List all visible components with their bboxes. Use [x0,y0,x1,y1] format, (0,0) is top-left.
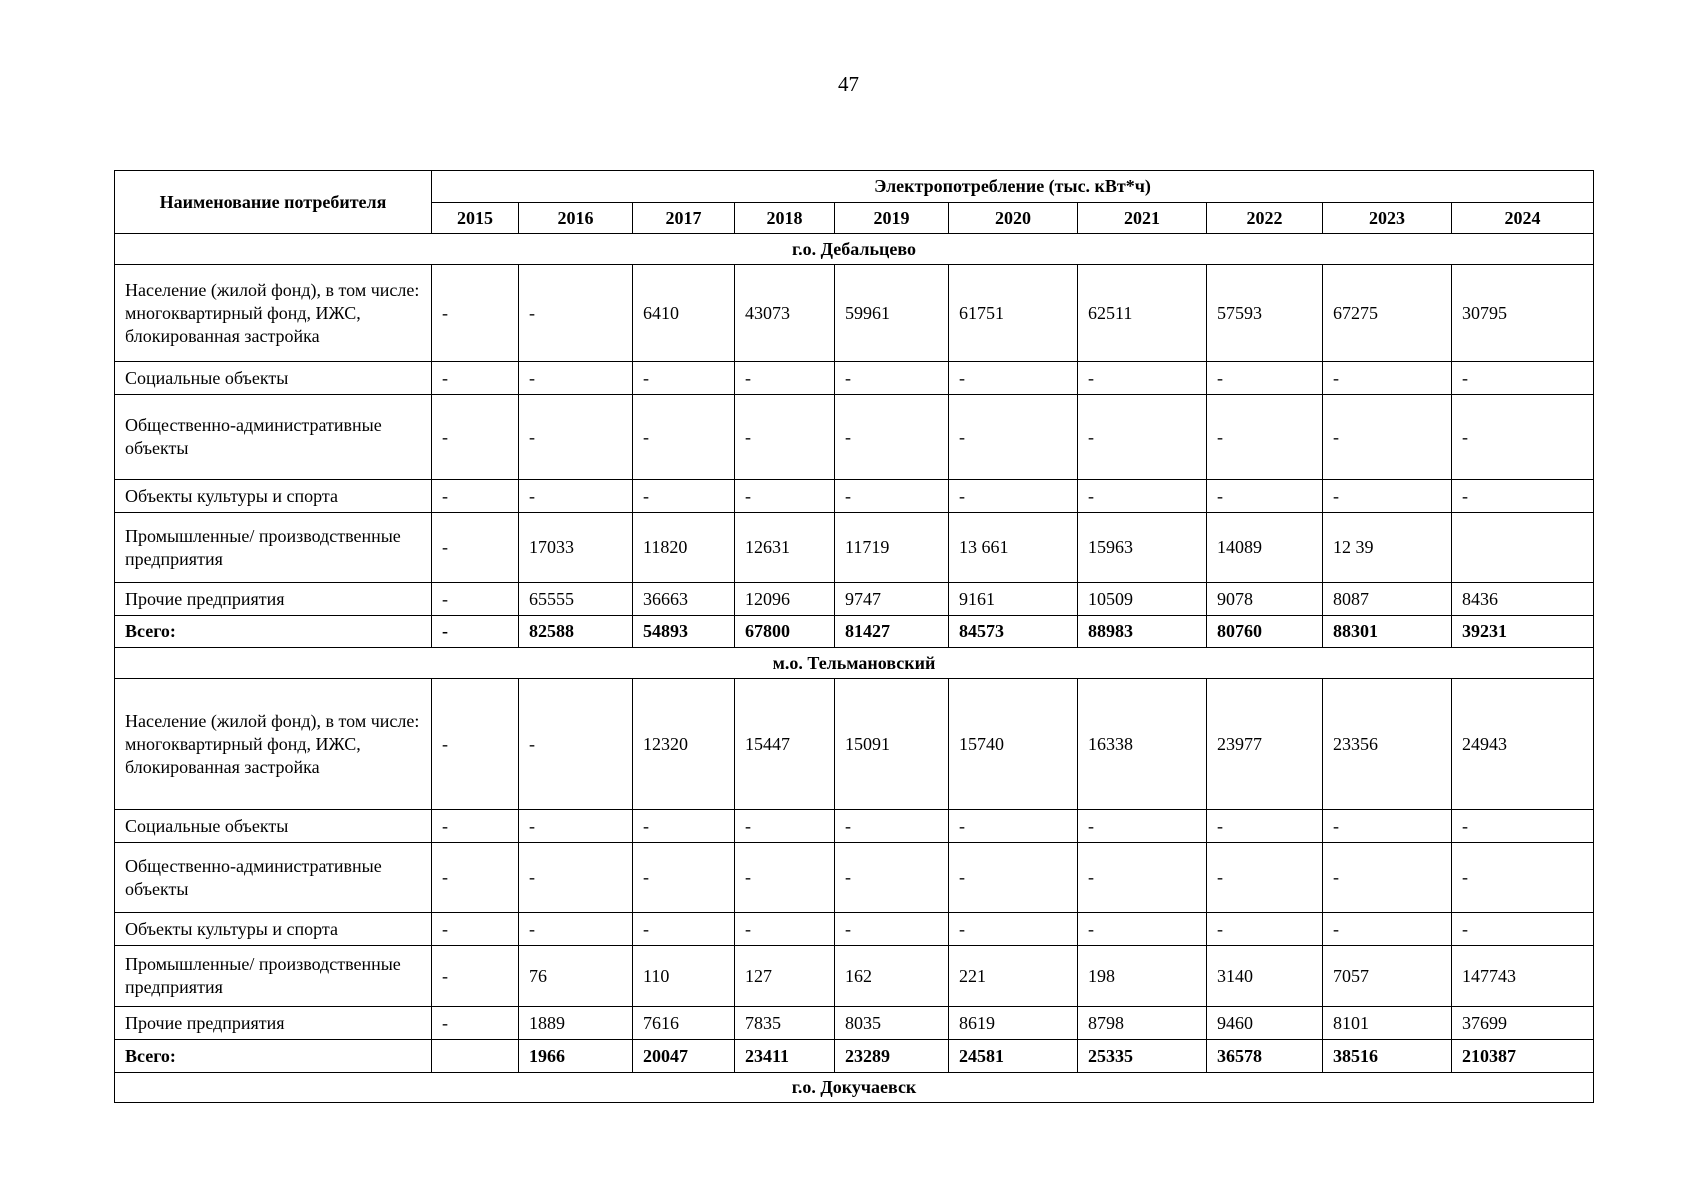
value-cell-2020: 15740 [949,679,1078,810]
value-cell-2018: - [735,810,835,843]
value-cell-2023: - [1323,843,1452,913]
value-cell-2024: 24943 [1452,679,1594,810]
value-cell-2018: - [735,843,835,913]
value-cell-2024: - [1452,843,1594,913]
value-cell-2023: - [1323,480,1452,513]
table-row [115,913,1594,946]
value-cell-2024: 37699 [1452,1007,1594,1040]
page-number: 47 [838,72,859,96]
year-header-2020: 2020 [949,203,1078,234]
value-cell-2024: - [1452,810,1594,843]
value-cell-2016: 1889 [519,1007,633,1040]
value-cell-2015: - [432,513,519,583]
value-cell-2018: 127 [735,946,835,1007]
year-header-2015: 2015 [432,203,519,234]
year-header-2023: 2023 [1323,203,1452,234]
value-cell-2021: 25335 [1078,1040,1207,1073]
value-cell-2022: - [1207,395,1323,480]
value-cell-2016: - [519,480,633,513]
value-cell-2020: - [949,810,1078,843]
table-row [115,480,1594,513]
value-cell-2019: - [835,843,949,913]
value-cell-2024: - [1452,480,1594,513]
value-cell-2022: - [1207,362,1323,395]
value-cell-2022: 57593 [1207,265,1323,362]
value-cell-2019: - [835,480,949,513]
consumer-name-cell: Объекты культуры и спорта [115,480,432,513]
value-cell-2021: 15963 [1078,513,1207,583]
consumer-name-cell: Объекты культуры и спорта [115,913,432,946]
value-cell-2015: - [432,810,519,843]
total-row [115,616,1594,648]
consumer-name-header: Наименование потребителя [115,171,432,234]
value-cell-2024: 8436 [1452,583,1594,616]
year-header-2017: 2017 [633,203,735,234]
value-cell-2023: - [1323,362,1452,395]
value-cell-2021: - [1078,913,1207,946]
value-cell-2020: 9161 [949,583,1078,616]
value-cell-2021: 88983 [1078,616,1207,648]
value-cell-2024: - [1452,395,1594,480]
value-cell-2021: - [1078,395,1207,480]
consumer-name-cell: Прочие предприятия [115,583,432,616]
value-cell-2023: 67275 [1323,265,1452,362]
value-cell-2019: - [835,362,949,395]
table-row [115,265,1594,362]
value-cell-2016: - [519,679,633,810]
value-cell-2016: - [519,913,633,946]
value-cell-2016: 1966 [519,1040,633,1073]
table-row [115,583,1594,616]
value-cell-2020: - [949,362,1078,395]
value-cell-2015: - [432,616,519,648]
value-cell-2017: 7616 [633,1007,735,1040]
value-cell-2019: 8035 [835,1007,949,1040]
value-cell-2015: - [432,480,519,513]
header-row-top [115,171,1594,203]
value-cell-2019: - [835,913,949,946]
value-cell-2015 [432,1040,519,1073]
value-cell-2019: - [835,395,949,480]
value-cell-2018: 43073 [735,265,835,362]
value-cell-2023: - [1323,395,1452,480]
table-row [115,395,1594,480]
value-cell-2023: - [1323,913,1452,946]
value-cell-2017: 54893 [633,616,735,648]
total-label: Всего: [115,1040,432,1073]
consumer-name-cell: Общественно-административные объекты [115,843,432,913]
value-cell-2017: 36663 [633,583,735,616]
value-cell-2020: - [949,913,1078,946]
value-cell-2019: 162 [835,946,949,1007]
value-cell-2023: 88301 [1323,616,1452,648]
total-label: Всего: [115,616,432,648]
value-cell-2019: 11719 [835,513,949,583]
value-cell-2023: - [1323,810,1452,843]
table-row [115,679,1594,810]
value-cell-2021: - [1078,362,1207,395]
value-cell-2015: - [432,679,519,810]
value-cell-2015: - [432,1007,519,1040]
year-header-2021: 2021 [1078,203,1207,234]
value-cell-2015: - [432,946,519,1007]
table-body [115,234,1594,1103]
consumer-name-cell: Прочие предприятия [115,1007,432,1040]
value-cell-2024: - [1452,913,1594,946]
value-cell-2019: 59961 [835,265,949,362]
year-header-2022: 2022 [1207,203,1323,234]
value-cell-2018: 12631 [735,513,835,583]
value-cell-2017: 6410 [633,265,735,362]
consumer-name-cell: Социальные объекты [115,362,432,395]
value-cell-2022: 9078 [1207,583,1323,616]
year-header-2019: 2019 [835,203,949,234]
value-cell-2022: - [1207,843,1323,913]
value-cell-2018: - [735,395,835,480]
value-cell-2017: 110 [633,946,735,1007]
value-cell-2022: 9460 [1207,1007,1323,1040]
year-header-2018: 2018 [735,203,835,234]
value-cell-2015: - [432,265,519,362]
value-cell-2016: 65555 [519,583,633,616]
value-cell-2018: 7835 [735,1007,835,1040]
value-cell-2016: - [519,843,633,913]
section-title-row [115,234,1594,265]
value-cell-2018: - [735,480,835,513]
value-cell-2020: 221 [949,946,1078,1007]
value-cell-2020: 61751 [949,265,1078,362]
value-cell-2017: 11820 [633,513,735,583]
value-cell-2015: - [432,843,519,913]
value-cell-2017: - [633,395,735,480]
value-cell-2020: - [949,843,1078,913]
consumer-name-cell: Промышленные/ производственные предприятия [115,946,432,1007]
value-cell-2023: 7057 [1323,946,1452,1007]
value-cell-2021: - [1078,480,1207,513]
section-title: г.о. Докучаевск [115,1073,1594,1103]
value-cell-2016: 76 [519,946,633,1007]
value-cell-2016: - [519,395,633,480]
consumer-name-cell: Социальные объекты [115,810,432,843]
value-cell-2016: - [519,362,633,395]
value-cell-2021: 62511 [1078,265,1207,362]
year-header-2024: 2024 [1452,203,1594,234]
value-cell-2017: - [633,480,735,513]
value-cell-2020: - [949,480,1078,513]
value-cell-2024: 39231 [1452,616,1594,648]
value-cell-2022: 3140 [1207,946,1323,1007]
table-row [115,810,1594,843]
value-cell-2018: 23411 [735,1040,835,1073]
year-header-2016: 2016 [519,203,633,234]
value-cell-2021: - [1078,810,1207,843]
value-cell-2024: 30795 [1452,265,1594,362]
value-cell-2018: 15447 [735,679,835,810]
value-cell-2024: - [1452,362,1594,395]
value-cell-2020: - [949,395,1078,480]
value-cell-2017: 12320 [633,679,735,810]
value-cell-2023: 8087 [1323,583,1452,616]
section-title-row [115,1073,1594,1103]
value-cell-2015: - [432,583,519,616]
value-cell-2015: - [432,395,519,480]
value-cell-2023: 23356 [1323,679,1452,810]
consumer-name-cell: Население (жилой фонд), в том числе: многоквартирный фонд, ИЖС, блокированная застройка [115,265,432,362]
value-cell-2020: 84573 [949,616,1078,648]
value-cell-2021: 10509 [1078,583,1207,616]
table-row [115,513,1594,583]
value-cell-2016: - [519,265,633,362]
consumer-name-cell: Общественно-административные объекты [115,395,432,480]
value-cell-2017: - [633,913,735,946]
value-cell-2022: - [1207,480,1323,513]
value-cell-2022: 36578 [1207,1040,1323,1073]
value-cell-2019: 15091 [835,679,949,810]
value-cell-2023: 38516 [1323,1040,1452,1073]
table-row [115,946,1594,1007]
value-cell-2022: 23977 [1207,679,1323,810]
value-cell-2022: - [1207,810,1323,843]
value-cell-2020: 13 661 [949,513,1078,583]
value-cell-2018: - [735,913,835,946]
total-row [115,1040,1594,1073]
section-title-row [115,648,1594,679]
value-cell-2015: - [432,913,519,946]
value-cell-2016: 82588 [519,616,633,648]
value-cell-2024: 147743 [1452,946,1594,1007]
value-cell-2024: 210387 [1452,1040,1594,1073]
consumption-header: Электропотребление (тыс. кВт*ч) [432,171,1594,203]
electricity-consumption-table [114,170,1594,1103]
value-cell-2018: 67800 [735,616,835,648]
value-cell-2023: 8101 [1323,1007,1452,1040]
section-title: г.о. Дебальцево [115,234,1594,265]
value-cell-2015: - [432,362,519,395]
consumer-name-cell: Население (жилой фонд), в том числе: многоквартирный фонд, ИЖС, блокированная застройка [115,679,432,810]
value-cell-2021: 8798 [1078,1007,1207,1040]
value-cell-2016: 17033 [519,513,633,583]
value-cell-2017: 20047 [633,1040,735,1073]
value-cell-2018: - [735,362,835,395]
section-title: м.о. Тельмановский [115,648,1594,679]
value-cell-2018: 12096 [735,583,835,616]
table-row [115,362,1594,395]
value-cell-2017: - [633,362,735,395]
value-cell-2019: 23289 [835,1040,949,1073]
table-row [115,1007,1594,1040]
value-cell-2016: - [519,810,633,843]
value-cell-2022: - [1207,913,1323,946]
value-cell-2020: 24581 [949,1040,1078,1073]
value-cell-2021: 16338 [1078,679,1207,810]
value-cell-2019: - [835,810,949,843]
value-cell-2024 [1452,513,1594,583]
consumer-name-cell: Промышленные/ производственные предприятия [115,513,432,583]
value-cell-2020: 8619 [949,1007,1078,1040]
value-cell-2023: 12 39 [1323,513,1452,583]
value-cell-2017: - [633,843,735,913]
value-cell-2022: 80760 [1207,616,1323,648]
value-cell-2021: - [1078,843,1207,913]
value-cell-2022: 14089 [1207,513,1323,583]
value-cell-2017: - [633,810,735,843]
value-cell-2021: 198 [1078,946,1207,1007]
table-row [115,843,1594,913]
value-cell-2019: 81427 [835,616,949,648]
value-cell-2019: 9747 [835,583,949,616]
